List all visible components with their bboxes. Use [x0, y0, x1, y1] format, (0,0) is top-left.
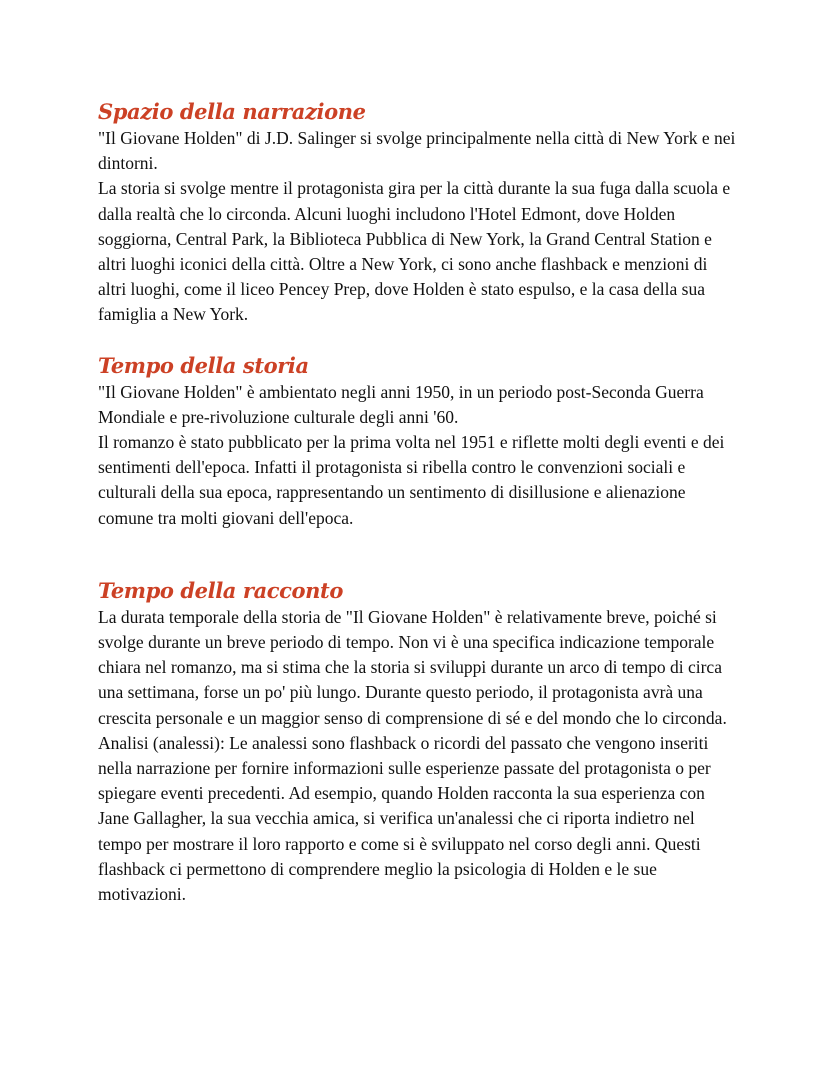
section-spazio-narrazione [98, 98, 738, 328]
document-page [98, 98, 738, 907]
section-tempo-racconto [98, 577, 738, 907]
section-title: Tempo della racconto [98, 577, 343, 603]
section-paragraph: "Il Giovane Holden" è ambientato negli anni 1950, in un periodo post-Seconda Guerra Mondiale e pre-rivoluzione culturale degli anni '60. [98, 381, 704, 427]
section-title: Spazio della narrazione [98, 99, 366, 124]
section-tempo-storia [98, 352, 738, 531]
section-paragraph: La durata temporale della storia de "Il Giovane Holden" è relativamente breve, poiché si svolge durante un breve periodo di tempo. Non vi è una specifica indicazione temporale chiara nel romanzo, ma si stima che la storia si sviluppi durante un arco di tempo di circa una settimana, forse un po' più lungo. Durante questo periodo, il protagonista avrà una crescita personale e un maggior senso di comprensione di sé e del mondo che lo circonda. Analisi (analessi): Le analessi sono flashback o ricordi del passato che vengono inseriti nella narrazione per fornire informazioni sulle esperienze passate del protagonista o per spiegare eventi precedenti. Ad esempio, quando Holden racconta la sua esperienza con Jane Gallagher, la sua vecchia amica, si verifica un'analessi che ci riporta indietro nel tempo per mostrare il loro rapporto e come si è sviluppato nel corso degli anni. Questi flashback ci permettono di comprendere meglio la psicologia di Holden e le sue motivazioni. [98, 606, 727, 905]
section-paragraph: La storia si svolge mentre il protagonista gira per la città durante la sua fuga dalla scuola e dalla realtà che lo circonda. Alcuni luoghi includono l'Hotel Edmont, dove Holden soggiorna, Central Park, la Biblioteca Pubblica di New York, la Grand Central Station e altri luoghi iconici della città. Oltre a New York, ci sono anche flashback e menzioni di altri luoghi, come il liceo Pencey Prep, dove Holden è stato espulso, e la casa della sua famiglia a New York. [98, 178, 731, 325]
section-paragraph: "Il Giovane Holden" di J.D. Salinger si svolge principalmente nella città di New York e nei dintorni. [98, 128, 736, 174]
section-paragraph: Il romanzo è stato pubblicato per la prima volta nel 1951 e riflette molti degli eventi e dei sentimenti dell'epoca. Infatti il protagonista si ribella contro le convenzioni sociali e culturali della sua epoca, rappresentando un sentimento di disillusione e alienazione comune tra molti giovani dell'epoca. [98, 432, 725, 528]
section-title: Tempo della storia [98, 352, 309, 378]
